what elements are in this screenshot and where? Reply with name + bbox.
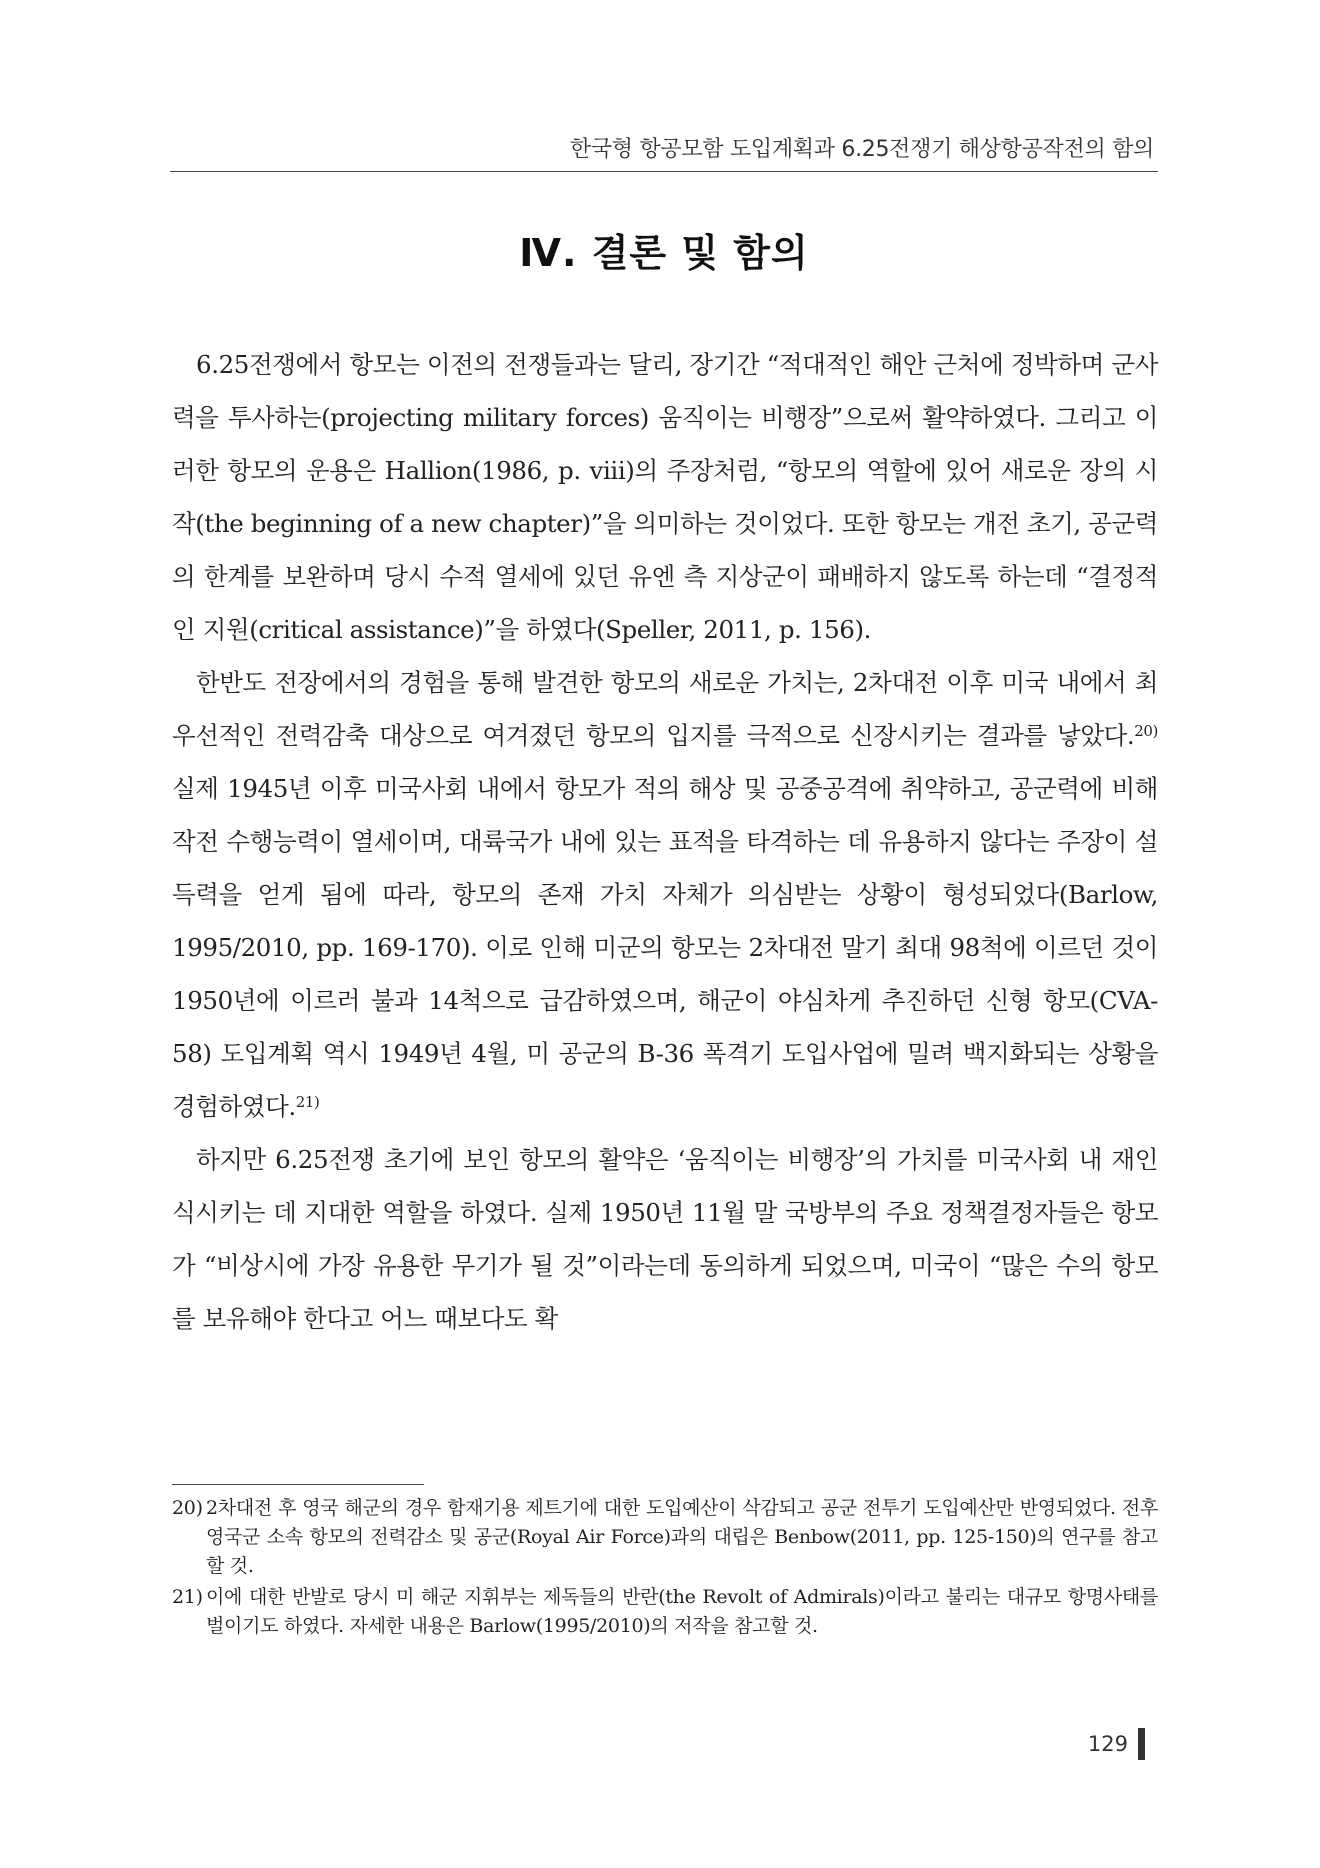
body-text: [172, 338, 1158, 1345]
page-number-label: 129: [1087, 1732, 1128, 1756]
footnote-number: 21): [172, 1586, 203, 1608]
paragraph-3: 하지만 6.25전쟁 초기에 보인 항모의 활약은 ‘움직이는 비행장’의 가치를 미국사회 내 재인식시키는 데 지대한 역할을 하였다. 실제 1950년 11월 말 국방부의 주요 정책결정자들은 항모가 “비상시에 가장 유용한 무기가 될 것”이라는데 동의하게 되었으며, 미국이 “많은 수의 항모를 보유해야 한다고 어느 때보다도 확: [172, 1145, 1158, 1333]
paragraph-2-part-b: 실제 1945년 이후 미국사회 내에서 항모가 적의 해상 및 공중공격에 취약하고, 공군력에 비해 작전 수행능력이 열세이며, 대륙국가 내에 있는 표적을 타격하는 데 유용하지 않다는 주장이 설득력을 얻게 됨에 따라, 항모의 존재 가치 자체가 의심받는 상황이 형성되었다(Barlow, 1995/2010, pp. 169-170). 이로 인해 미군의 항모는 2차대전 말기 최대 98척에 이르던 것이 1950년에 이르러 불과 14척으로 급감하였으며, 해군이 야심차게 추진하던 신형 항모(CVA-58) 도입계획 역시 1949년 4월, 미 공군의 B-36 폭격기 도입사업에 밀려 백지화되는 상황을 경험하였다.: [172, 774, 1158, 1121]
footnotes: [172, 1494, 1158, 1643]
footnote-21: [172, 1583, 1158, 1641]
footnote-20: [172, 1494, 1158, 1581]
footnote-number: 20): [172, 1497, 203, 1519]
running-header: 한국형 항공모함 도입계획과 6.25전쟁기 해상항공작전의 함의: [569, 137, 1154, 162]
footnote-text: 2차대전 후 영국 해군의 경우 함재기용 제트기에 대한 도입예산이 삭감되고 공군 전투기 도입예산만 반영되었다. 전후 영국군 소속 항모의 전력감소 및 공군(Royal Air Force)과의 대립은 Benbow(2011, pp. 125-150)의 연구를 참고할 것.: [206, 1497, 1158, 1577]
paragraph-2: [172, 656, 1158, 1133]
page-marker-bar: [1138, 1728, 1145, 1760]
footnote-ref-21[interactable]: 21): [295, 1093, 320, 1111]
paragraph-2-part-a: 한반도 전장에서의 경험을 통해 발견한 항모의 새로운 가치는, 2차대전 이후 미국 내에서 최우선적인 전력감축 대상으로 여겨졌던 항모의 입지를 극적으로 신장시키는 결과를 낳았다.: [172, 668, 1158, 750]
footnote-text: 이에 대한 반발로 당시 미 해군 지휘부는 제독들의 반란(the Revolt of Admirals)이라고 불리는 대규모 항명사태를 벌이기도 하였다. 자세한 내용은 Barlow(1995/2010)의 저작을 참고할 것.: [206, 1586, 1158, 1637]
page-number: [1088, 1728, 1145, 1760]
section-title: Ⅳ. 결론 및 함의: [519, 231, 809, 275]
footnote-ref-20[interactable]: 20): [1134, 722, 1158, 740]
footnote-rule: [172, 1484, 424, 1485]
paragraph-1: 6.25전쟁에서 항모는 이전의 전쟁들과는 달리, 장기간 “적대적인 해안 근처에 정박하며 군사력을 투사하는(projecting military forces) 움직이는 비행장”으로써 활약하였다. 그리고 이러한 항모의 운용은 Hallion(1986, p. viii)의 주장처럼, “항모의 역할에 있어 새로운 장의 시작(the beginning of a new chapter)”을 의미하는 것이었다. 또한 항모는 개전 초기, 공군력의 한계를 보완하며 당시 수적 열세에 있던 유엔 측 지상군이 패배하지 않도록 하는데 “결정적인 지원(critical assistance)”을 하였다(Speller, 2011, p. 156).: [172, 350, 1158, 644]
header-rule: [170, 171, 1158, 172]
